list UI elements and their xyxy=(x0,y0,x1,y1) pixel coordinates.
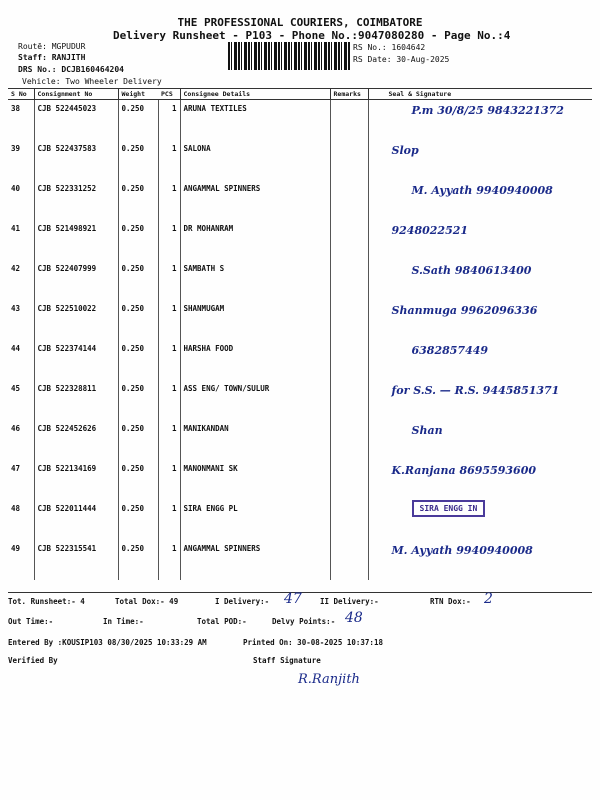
sno: 42 xyxy=(8,260,34,300)
barcode xyxy=(228,42,350,70)
printed-on: Printed On: 30-08-2025 10:37:18 xyxy=(243,638,383,647)
sno: 46 xyxy=(8,420,34,460)
seal-signature xyxy=(368,260,592,300)
consignment-no: CJB 522331252 xyxy=(34,180,118,220)
consignment-no: CJB 522134169 xyxy=(34,460,118,500)
rs-date: RS Date: 30-Aug-2025 xyxy=(353,55,450,64)
col-consignment: Consignment No xyxy=(34,89,118,100)
remarks xyxy=(330,300,368,340)
table-row xyxy=(8,300,592,340)
consignee-name: SAMBATH S xyxy=(180,260,330,300)
consignee-name: SIRA ENGG PL xyxy=(180,500,330,540)
seal-signature xyxy=(368,300,592,340)
remarks xyxy=(330,340,368,380)
consignee-name: HARSHA FOOD xyxy=(180,340,330,380)
handwritten-signature: 6382857449 xyxy=(411,344,489,357)
consignment-no: CJB 522374144 xyxy=(34,340,118,380)
sno: 48 xyxy=(8,500,34,540)
total-pod: Total POD:- xyxy=(197,617,247,626)
vehicle: Vehicle: Two Wheeler Delivery xyxy=(22,77,162,86)
weight: 0.250 xyxy=(118,500,158,540)
table-row xyxy=(8,260,592,300)
table-row xyxy=(8,500,592,540)
weight: 0.250 xyxy=(118,260,158,300)
consignment-no: CJB 522315541 xyxy=(34,540,118,580)
remarks xyxy=(330,540,368,580)
staff: Staff: RANJITH xyxy=(18,53,86,62)
consignee-name: MANIKANDAN xyxy=(180,420,330,460)
route: Routē: MGPUDUR xyxy=(18,42,86,51)
col-remarks: Remarks xyxy=(330,89,368,100)
pcs: 1 xyxy=(158,460,180,500)
table-row xyxy=(8,100,592,141)
seal-signature xyxy=(368,460,592,500)
rs-no: RS No.: 1604642 xyxy=(353,43,426,52)
seal-signature xyxy=(368,500,592,540)
remarks xyxy=(330,100,368,141)
remarks xyxy=(330,180,368,220)
handwritten-signature: M. Ayyath 9940940008 xyxy=(391,544,533,557)
table-row xyxy=(8,540,592,580)
consignee-name: DR MOHANRAM xyxy=(180,220,330,260)
table-row xyxy=(8,220,592,260)
table-row xyxy=(8,140,592,180)
consignee-name: ARUNA TEXTILES xyxy=(180,100,330,141)
seal-signature xyxy=(368,340,592,380)
tot-runsheet: Tot. Runsheet:- 4 xyxy=(8,597,85,606)
entered-by: Entered By :KOUSIP103 08/30/2025 10:33:29 AM xyxy=(8,638,207,647)
sno: 44 xyxy=(8,340,34,380)
drs-no: DRS No.: DCJB160464204 xyxy=(18,65,124,74)
handwritten-signature: 9248022521 xyxy=(391,224,469,237)
remarks xyxy=(330,500,368,540)
handwritten-signature: Shan xyxy=(411,424,443,437)
weight: 0.250 xyxy=(118,140,158,180)
weight: 0.250 xyxy=(118,460,158,500)
seal-signature xyxy=(368,420,592,460)
seal-signature xyxy=(368,140,592,180)
seal-signature xyxy=(368,540,592,580)
table-row xyxy=(8,180,592,220)
company-title: THE PROFESSIONAL COURIERS, COIMBATORE xyxy=(177,16,423,29)
weight: 0.250 xyxy=(118,220,158,260)
pcs: 1 xyxy=(158,180,180,220)
table-row xyxy=(8,340,592,380)
col-weight: Weight xyxy=(118,89,158,100)
pcs: 1 xyxy=(158,500,180,540)
consignment-no: CJB 522437583 xyxy=(34,140,118,180)
seal-signature xyxy=(368,100,592,141)
delvy-points: Delvy Points:- xyxy=(272,617,336,626)
pcs: 1 xyxy=(158,340,180,380)
verified-by: Verified By xyxy=(8,656,58,665)
consignee-name: ASS ENG/ TOWN/SULUR xyxy=(180,380,330,420)
rtn-dox-value: 2 xyxy=(484,591,493,607)
consignment-no: CJB 522011444 xyxy=(34,500,118,540)
pcs: 1 xyxy=(158,540,180,580)
consignment-no: CJB 522510022 xyxy=(34,300,118,340)
i-delivery: I Delivery:- xyxy=(215,597,270,606)
weight: 0.250 xyxy=(118,380,158,420)
consignee-name: ANGAMMAL SPINNERS xyxy=(180,540,330,580)
weight: 0.250 xyxy=(118,300,158,340)
consignment-no: CJB 522445023 xyxy=(34,100,118,141)
handwritten-signature: P.m 30/8/25 9843221372 xyxy=(411,104,564,117)
weight: 0.250 xyxy=(118,540,158,580)
out-time: Out Time:- xyxy=(8,617,54,626)
consignee-name: ANGAMMAL SPINNERS xyxy=(180,180,330,220)
pcs: 1 xyxy=(158,140,180,180)
remarks xyxy=(330,380,368,420)
weight: 0.250 xyxy=(118,180,158,220)
consignment-no: CJB 521498921 xyxy=(34,220,118,260)
remarks xyxy=(330,420,368,460)
table-row xyxy=(8,380,592,420)
pcs: 1 xyxy=(158,260,180,300)
handwritten-signature: Shanmuga 9962096336 xyxy=(391,304,538,317)
seal-signature xyxy=(368,380,592,420)
ii-delivery: II Delivery:- xyxy=(320,597,379,606)
consignment-no: CJB 522407999 xyxy=(34,260,118,300)
weight: 0.250 xyxy=(118,340,158,380)
col-seal: Seal & Signature xyxy=(368,89,592,100)
remarks xyxy=(330,220,368,260)
runsheet-subtitle: Delivery Runsheet - P103 - Phone No.:9047080280 - Page No.:4 xyxy=(113,29,511,42)
pcs: 1 xyxy=(158,300,180,340)
runsheet-table xyxy=(8,88,592,580)
handwritten-signature: K.Ranjana 8695593600 xyxy=(391,464,537,477)
consignment-no: CJB 522452626 xyxy=(34,420,118,460)
sno: 45 xyxy=(8,380,34,420)
total-dox: Total Dox:- 49 xyxy=(115,597,179,606)
company-stamp: SIRA ENGG IN xyxy=(412,500,486,517)
sno: 49 xyxy=(8,540,34,580)
handwritten-signature: for S.S. — R.S. 9445851371 xyxy=(391,384,560,397)
table-row xyxy=(8,420,592,460)
col-pcs: PCS xyxy=(158,89,180,100)
seal-signature xyxy=(368,180,592,220)
pcs: 1 xyxy=(158,100,180,141)
col-consignee: Consignee Details xyxy=(180,89,330,100)
delvy-points-value: 48 xyxy=(345,610,363,626)
sno: 40 xyxy=(8,180,34,220)
sno: 47 xyxy=(8,460,34,500)
seal-signature xyxy=(368,220,592,260)
consignment-no: CJB 522328811 xyxy=(34,380,118,420)
rtn-dox: RTN Dox:- xyxy=(430,597,471,606)
in-time: In Time:- xyxy=(103,617,144,626)
table-row xyxy=(8,460,592,500)
handwritten-signature: Slop xyxy=(391,144,419,157)
pcs: 1 xyxy=(158,380,180,420)
consignee-name: SALONA xyxy=(180,140,330,180)
sno: 41 xyxy=(8,220,34,260)
pcs: 1 xyxy=(158,420,180,460)
staff-signature-label: Staff Signature xyxy=(253,656,321,665)
consignee-name: SHANMUGAM xyxy=(180,300,330,340)
handwritten-signature: S.Sath 9840613400 xyxy=(411,264,532,277)
consignee-name: MANONMANI SK xyxy=(180,460,330,500)
staff-signature: R.Ranjith xyxy=(298,672,360,687)
handwritten-signature: M. Ayyath 9940940008 xyxy=(411,184,553,197)
remarks xyxy=(330,260,368,300)
sno: 39 xyxy=(8,140,34,180)
remarks xyxy=(330,140,368,180)
col-sno: S No xyxy=(8,89,34,100)
weight: 0.250 xyxy=(118,420,158,460)
remarks xyxy=(330,460,368,500)
sno: 43 xyxy=(8,300,34,340)
i-delivery-value: 47 xyxy=(284,591,302,607)
weight: 0.250 xyxy=(118,100,158,141)
sno: 38 xyxy=(8,100,34,141)
pcs: 1 xyxy=(158,220,180,260)
